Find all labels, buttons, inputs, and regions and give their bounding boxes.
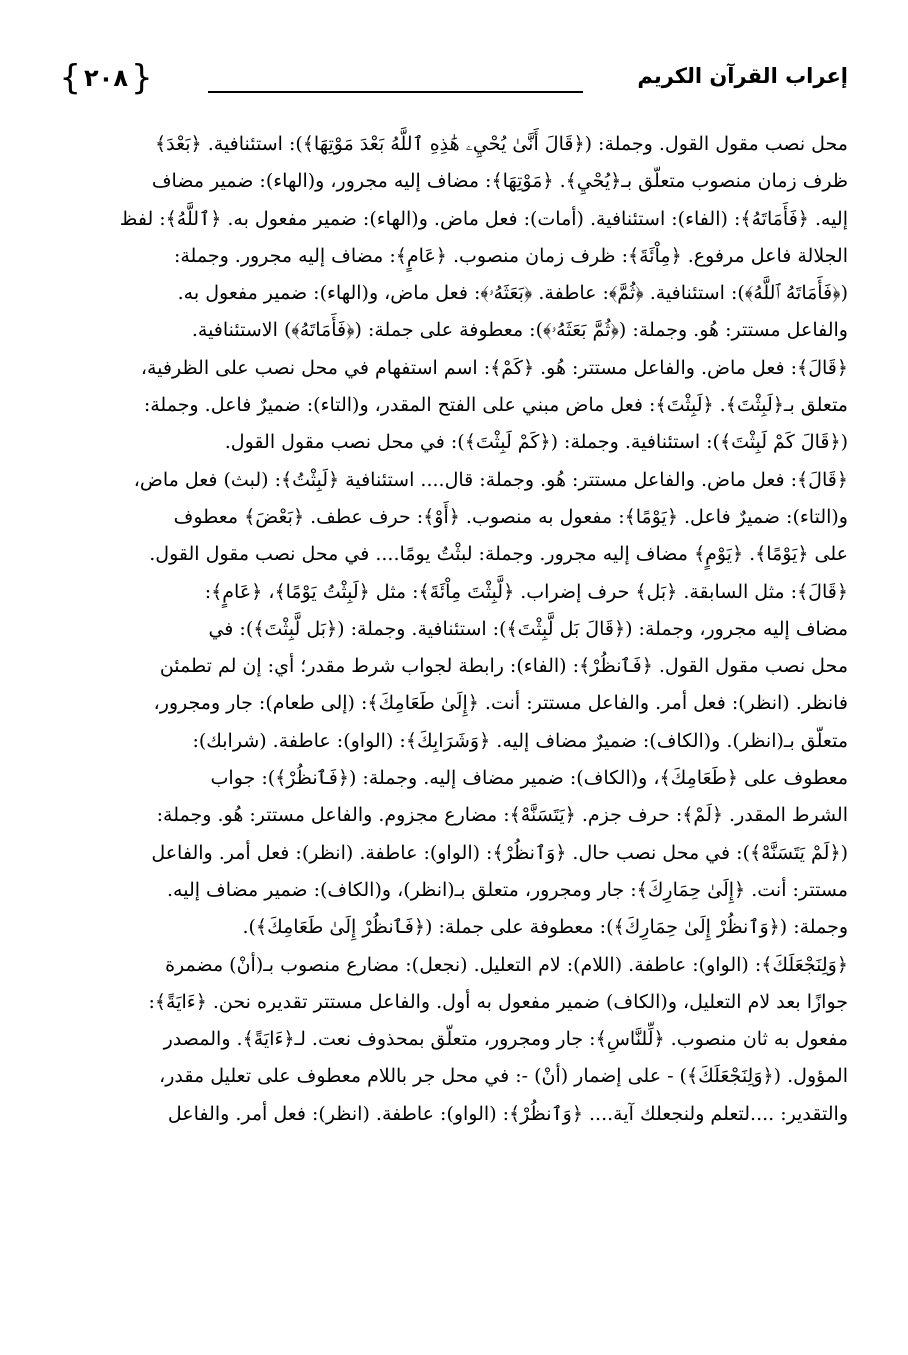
text-line: الجلالة فاعل مرفوع. ﴿مِاْئَةَ﴾: ظرف زمان منصوب. ﴿عَامٍ﴾: مضاف إليه مجرور. وجملة: [173, 244, 848, 267]
text-line: متعلق بـ﴿لَبِثْتَ﴾. ﴿لَبِثْتَ﴾: فعل ماض مبني على الفتح المقدر، و(التاء): ضميرٌ فاعل. وجملة: [143, 394, 848, 417]
text-line: على ﴿يَوْمًا﴾. ﴿يَوْمٍ﴾ مضاف إليه مجرور. وجملة: لبثْتُ يومًا.... في محل نصب مقول القول. [149, 543, 848, 566]
right-brace: } [59, 58, 82, 98]
page-number-box [60, 58, 152, 98]
page-body [58, 126, 848, 1325]
book-title: إعراب القرآن الكريم [637, 64, 848, 88]
text-line: المؤول. (﴿وَلِنَجْعَلَكَ﴾) - على إضمار (أنْ) -: في محل جر باللام معطوف على تعليل مقدر، [159, 1065, 848, 1088]
text-line: ظرف زمان منصوب متعلّق بـ﴿يُحْيِ﴾. ﴿مَوْتِهَا﴾: مضاف إليه مجرور، و(الهاء): ضمير مضاف [151, 170, 848, 193]
text-line: ﴿قَالَ﴾: مثل السابقة. ﴿بَل﴾ حرف إضراب. ﴿لَّبِثْتَ مِاْئَةَ﴾: مثل ﴿لَبِثْتُ يَوْمًا﴾، ﴿عَامٍ﴾: [204, 580, 848, 603]
text-line: و(التاء): ضميرٌ فاعل. ﴿يَوْمًا﴾: مفعول به منصوب. ﴿أَوْ﴾: حرف عطف. ﴿بَعْضَ﴾ معطوف [173, 505, 848, 528]
text-line: محل نصب مقول القول. وجملة: (﴿قَالَ أَنَّىٰ يُحْيِۦ هَٰذِهِ ٱللَّهُ بَعْدَ مَوْتِهَا﴾): استئنافية. ﴿بَعْدَ﴾ [154, 133, 848, 155]
text-line: ﴿وَلِنَجْعَلَكَ﴾: (الواو): عاطفة. (اللام): لام التعليل. (نجعل): مضارع منصوب بـ(أنْ) مضمرة [165, 953, 848, 976]
text-line: وجملة: (﴿وَٱنظُرْ إِلَىٰ حِمَارِكَ﴾): معطوفة على جملة: (﴿فَٱنظُرْ إِلَىٰ طَعَامِكَ﴾). [242, 916, 848, 939]
text-line: مفعول به ثان منصوب. ﴿لِّلنَّاسِ﴾: جار ومجرور، متعلّق بمحذوف نعت. لـ﴿ءَايَةً﴾. والمصدر [163, 1028, 848, 1051]
text-line: (﴿قَالَ كَمْ لَبِثْتَ﴾): استئنافية. وجملة: (﴿كَمْ لَبِثْتَ﴾): في محل نصب مقول القول. [224, 431, 848, 454]
text-line: معطوف على ﴿طَعَامِكَ﴾، و(الكاف): ضمير مضاف إليه. وجملة: (﴿فَٱنظُرْ﴾): جواب [210, 767, 848, 790]
text-line: جوازًا بعد لام التعليل، و(الكاف) ضمير مفعول به أول. والفاعل مستتر تقديره نحن. ﴿ءَايَةً﴾: [148, 990, 848, 1013]
text-line: (﴿فَأَمَاتَهُ ٱللَّهُ﴾): استئنافية. ﴿ثُمَّ﴾: عاطفة. ﴿بَعَثَهُۥ﴾: فعل ماض، و(الهاء): ضمير مفعول به. [177, 282, 848, 305]
text-line: والتقدير: ....لتعلم ولنجعلك آية.... ﴿وَٱنظُرْ﴾: (الواو): عاطفة. (انظر): فعل أمر. والفاعل [167, 1102, 848, 1125]
text-line: (﴿لَمْ يَتَسَنَّهْ﴾): في محل نصب حال. ﴿وَٱنظُرْ﴾: (الواو): عاطفة. (انظر): فعل أمر. والفاعل [151, 841, 848, 864]
left-brace: { [130, 58, 153, 98]
header-rule [208, 91, 583, 93]
text-line: محل نصب مقول القول. ﴿فَٱنظُرْ﴾: (الفاء): رابطة لجواب شرط مقدر؛ أي: إن لم تطمئن [159, 655, 848, 678]
text-line: فانظر. (انظر): فعل أمر. والفاعل مستتر: أنت. ﴿إِلَىٰ طَعَامِكَ﴾: (إلى طعام): جار ومجرور، [153, 692, 848, 715]
text-line: مضاف إليه مجرور، وجملة: (﴿قَالَ بَل لَّبِثْتَ﴾): استئنافية. وجملة: (﴿بَل لَّبِثْتَ﴾): في [208, 617, 848, 640]
page-number: ٢٠٨ [84, 64, 128, 92]
text-line: متعلّق بـ(انظر). و(الكاف): ضميرٌ مضاف إليه. ﴿وَشَرَابِكَ﴾: (الواو): عاطفة. (شرابك): [192, 729, 848, 752]
text-line: والفاعل مستتر: هُو. وجملة: (﴿ثُمَّ بَعَثَهُۥ﴾): معطوفة على جملة: (﴿فَأَمَاتَهُ﴾) الاستئنافية. [191, 319, 848, 342]
text-line: ﴿قَالَ﴾: فعل ماض. والفاعل مستتر: هُو. ﴿كَمْ﴾: اسم استفهام في محل نصب على الظرفية، [140, 356, 848, 379]
text-line: إليه. ﴿فَأَمَاتَهُ﴾: (الفاء): استئنافية. (أمات): فعل ماض. و(الهاء): ضمير مفعول به. ﴿ٱللَّهُ﴾: لفظ [119, 207, 848, 230]
text-line: مستتر: أنت. ﴿إِلَىٰ حِمَارِكَ﴾: جار ومجرور، متعلق بـ(انظر)، و(الكاف): ضمير مضاف إليه. [166, 878, 848, 901]
text-line: الشرط المقدر. ﴿لَمْ﴾: حرف جزم. ﴿يَتَسَنَّهْ﴾: مضارع مجزوم. والفاعل مستتر: هُو. وجملة: [156, 804, 848, 827]
text-line: ﴿قَالَ﴾: فعل ماض. والفاعل مستتر: هُو. وجملة: قال.... استئنافية ﴿لَبِثْتُ﴾: (لبث) فعل ماض، [133, 468, 848, 491]
page-header [60, 58, 848, 108]
